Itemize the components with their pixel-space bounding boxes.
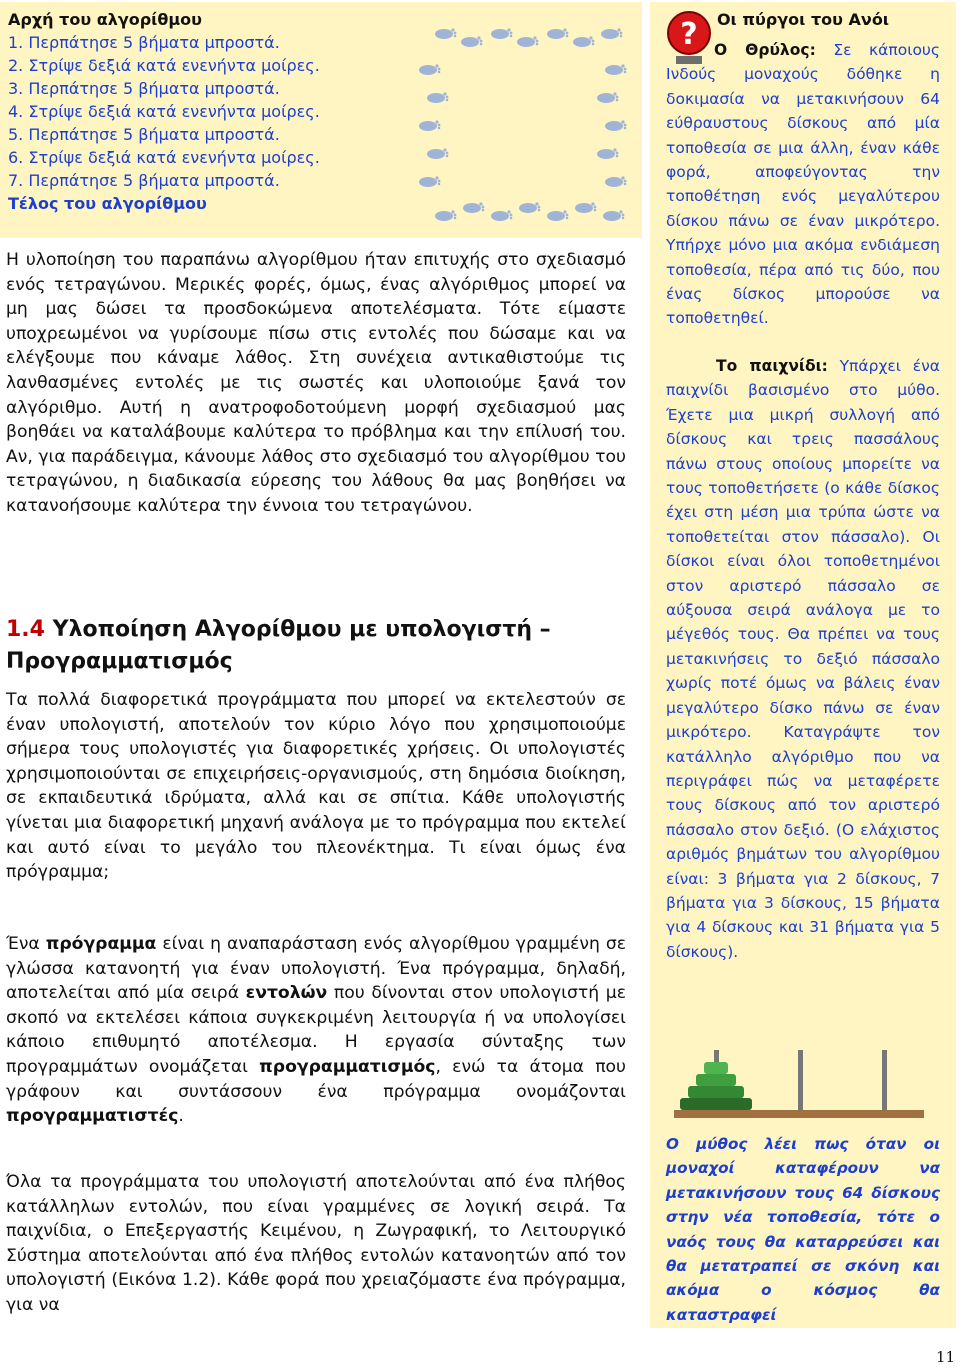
algorithm-step: 7. Περπάτησε 5 βήματα μπροστά.	[8, 171, 280, 190]
page-number: 11	[936, 1348, 956, 1366]
term-programming: προγραμματισμός	[259, 1056, 436, 1077]
paragraph-feedback: Η υλοποίηση του παραπάνω αλγορίθμου ήταν επιτυχής στο σχεδιασμό ενός τετραγώνου. Μερικές φορές, όμως, ένας αλγόριθμος μπορεί να μη μας δώσει τα προσδοκώμενα αποτελέσματα. Τότε είμαστε υποχρεωμένοι να γυρίσουμε πίσω στις εντολές που δώσαμε και να ελέγξουμε που κάναμε λάθος. Στη συνέχεια αντικαθιστούμε τις λανθασμένες εντολές με τις σωστές και υλοποιούμε ξανά τον αλγόριθμο. Αυτή η ανατροφοδοτούμενη μορφή σχεδιασμού μας βοηθάει να καταλάβουμε καλύτερα το πρόβλημα και την επίλυσή του. Αν, για παράδειγμα, κάνουμε λάθος στο σχεδιασμό του αλγορίθμου του τετραγώνου, η διαδικασία εύρεσης του λάθους θα μας βοηθήσει να κατανοήσουμε καλύτερα την έννοια του τετραγώνου.	[6, 250, 626, 516]
paragraph-program-commands: Όλα τα προγράμματα του υπολογιστή αποτελούνται από ένα πλήθος κατάλληλων εντολών, που είναι γραμμένες σε λογική σειρά. Τα παιχνίδια, ο Επεξεργαστής Κειμένου, η Ζωγραφική, το Λειτουργικό Σύστημα αποτελούνται από ένα πλήθος εντολών κατανοητών από τον υπολογιστή (Εικόνα 1.2). Κάθε φορά που χρειαζόμαστε ένα πρόγραμμα, για να	[6, 1172, 626, 1315]
algorithm-start: Αρχή του αλγορίθμου	[8, 10, 202, 29]
sidebar-game-paragraph: Το παιχνίδι: Υπάρχει ένα παιχνίδι βασισμένο στο μύθο. Έχετε μια μικρή συλλογή από δίσκους και τρεις πασσάλους πάνω στους οποίους μπορείτε να τους τοποθετήσετε (ο κάθε δίσκος έχει στη μέση μια τρύπα ώστε να τοποθετείται στον πάσσαλο). Οι δίσκοι είναι όλοι τοποθετημένοι στον αριστερό πάσσαλο σε αύξουσα σειρά ανάλογα με το μέγεθός τους. Θα πρέπει να τους μετακινήσεις το δεξιό πάσσαλο χωρίς ποτέ όμως να βάλεις έναν μεγαλύτερο δίσκο πάνω σε έναν μικρότερο. Καταγράψτε τον κατάλληλο αλγόριθμο που να περιγράφει πώς να μεταφέρετε τους δίσκους από τον αριστερό πάσσαλο στον δεξιό. (Ο ελάχιστος αριθμός βημάτων του αλγορίθμου είναι: 3 βήματα για 2 δίσκους, 7 βήματα για 3 δίσκους, 15 βήματα για 4 δίσκους και 31 βήματα για 5 δίσκους).	[666, 357, 940, 961]
section-heading	[6, 614, 626, 678]
footprints-top	[435, 28, 622, 47]
footprints-right	[597, 64, 626, 187]
sidebar-hanoi	[650, 2, 956, 1328]
section-number: 1.4	[6, 617, 45, 642]
algorithm-step: 5. Περπάτησε 5 βήματα μπροστά.	[8, 125, 280, 144]
algorithm-step: 2. Στρίψε δεξιά κατά ενενήντα μοίρες.	[8, 56, 320, 75]
algorithm-step: 6. Στρίψε δεξιά κατά ενενήντα μοίρες.	[8, 148, 320, 167]
algorithm-box	[0, 2, 642, 238]
footprints-square-illustration	[414, 20, 636, 232]
algorithm-step: 1. Περπάτησε 5 βήματα μπροστά.	[8, 33, 280, 52]
section-title: Υλοποίηση Αλγορίθμου με υπολογιστή – Προγραμματισμός	[6, 617, 551, 674]
paragraph-programs-intro: Τα πολλά διαφορετικά προγράμματα που μπορεί να εκτελεστούν σε έναν υπολογιστή, αποτελούν τον κύριο λόγο που χρησιμοποιούμε σήμερα τους υπολογιστές για διαφορετικές χρήσεις. Οι υπολογιστές χρησιμοποιούνται σε επιχειρήσεις-οργανισμούς, στη δημόσια διοίκηση, σε εκπαιδευτικά ιδρύματα, αλλά και σε σπίτια. Κάθε υπολογιστής γίνεται μια διαφορετική μηχανή ανάλογα με το πρόγραμμα που εκτελεί και αυτό είναι το μεγάλο του πλεονέκτημα. Τι είναι όμως ένα πρόγραμμα;	[6, 690, 626, 883]
term-programmers: προγραμματιστές	[6, 1106, 179, 1127]
sidebar-title: Οι πύργοι του Ανόι	[716, 10, 890, 29]
sidebar-legend-paragraph: Ο Θρύλος: Σε κάποιους Ινδούς μοναχούς δόθηκε η δοκιμασία να μετακινήσουν 64 εύθραυστους δίσκους από μία τοποθεσία σε μια άλλη, έναν κάθε φορά, αποφεύγοντας την τοποθέτηση ενός μεγαλύτερου δίσκου πάνω σε έναν μικρότερο. Υπήρχε μόνο μια ακόμα ενδιάμεση τοποθεσία, πέρα από τις δύο, που ένας δίσκος μπορούσε να τοποθετηθεί.	[666, 41, 940, 328]
term-program: πρόγραμμα	[45, 934, 157, 954]
footprints-bottom	[435, 202, 624, 221]
footprints-left	[419, 64, 448, 187]
algorithm-list	[8, 8, 408, 215]
algorithm-step: 3. Περπάτησε 5 βήματα μπροστά.	[8, 79, 280, 98]
term-commands: εντολών	[245, 983, 328, 1004]
game-label: Το παιχνίδι:	[716, 357, 828, 375]
sidebar-myth-note: Ο μύθος λέει πως όταν οι μοναχοί καταφέρουν να μετακινήσουν τους 64 δίσκους στην νέα τοποθεσία, τότε ο ναός τους θα καταρρεύσει και θα μετατραπεί σε σκόνη και ακόμα ο κόσμος θα καταστραφεί	[666, 1135, 940, 1324]
svg-text:?: ?	[680, 17, 698, 52]
algorithm-step: 4. Στρίψε δεξιά κατά ενενήντα μοίρες.	[8, 102, 320, 121]
towers-of-hanoi-illustration	[674, 1040, 924, 1120]
paragraph-program-definition: Ένα πρόγραμμα είναι η αναπαράσταση ενός αλγορίθμου γραμμένη σε γλώσσα κατανοητή για έναν υπολογιστή. Ένα πρόγραμμα, δηλαδή, αποτελείται από μία σειρά εντολών που δίνονται στον υπολογιστή με σκοπό να εκτελέσει κάποια συγκεκριμένη λειτουργία ή να υπολογίσει κάποιο επιθυμητό αποτέλεσμα. Η εργασία σύνταξης των προγραμμάτων ονομάζεται προγραμματισμός, ενώ τα άτομα που γράφουν και συντάσσουν ένα πρόγραμμα ονομάζονται προγραμματιστές.	[6, 934, 627, 1127]
algorithm-end: Τέλος του αλγορίθμου	[8, 194, 207, 213]
legend-label: Ο Θρύλος:	[714, 41, 816, 59]
